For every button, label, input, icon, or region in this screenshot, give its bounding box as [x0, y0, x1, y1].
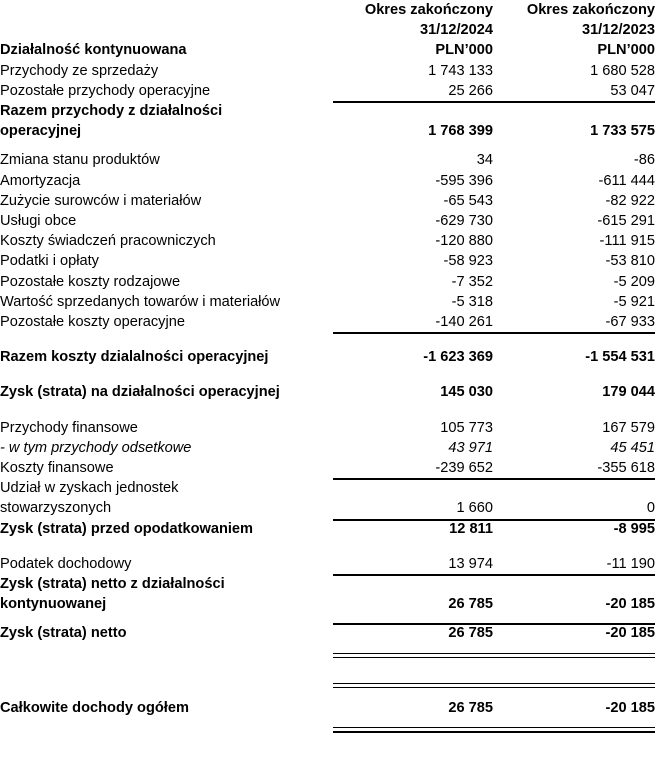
- row-v2-zmiana-stanu-produktow: -86: [633, 152, 655, 169]
- row-v2-razem-przychody-blank: [493, 101, 655, 121]
- row-v1-w-tym-odsetkowe: 43 971: [448, 439, 493, 456]
- spacer: [0, 614, 655, 623]
- spacer: [0, 539, 655, 554]
- row-v2-zuzycie-surowcow: -82 922: [605, 192, 655, 209]
- row-label-przychody-finansowe: Przychody finansowe: [0, 419, 138, 436]
- row-label-calkowite-dochody: Całkowite dochody ogółem: [0, 699, 189, 716]
- header-col2-period: Okres zakończony: [526, 2, 655, 18]
- row-v2-uslugi-obce: -615 291: [597, 213, 655, 230]
- header-col2-unit: PLN’000: [597, 42, 655, 59]
- row-v1-razem-koszty: -1 623 369: [423, 349, 493, 366]
- row-v2-podatki-i-oplaty: -53 810: [605, 253, 655, 270]
- row-v1-amortyzacja: -595 396: [435, 172, 493, 189]
- row-v1-przychody-ze-sprzedazy: 1 743 133: [428, 62, 493, 79]
- row-v2-zysk-netto-kont-blank: [493, 574, 655, 594]
- row-v2-zysk-operacyjny: 179 044: [602, 384, 655, 401]
- table-row-total: [0, 121, 655, 141]
- table-row: [0, 231, 655, 251]
- spacer: [0, 403, 655, 418]
- spacer: [0, 141, 655, 150]
- row-label-koszty-finansowe: Koszty finansowe: [0, 460, 114, 477]
- row-v1-pozostale-koszty-rodzajowe: -7 352: [451, 273, 493, 290]
- row-v2-udzial-blank: [493, 478, 655, 498]
- row-v2-zysk-netto: -20 185: [605, 625, 655, 642]
- section-title: Działalność kontynuowana: [0, 42, 187, 59]
- table-row-total: [0, 101, 655, 121]
- header-row-date: [0, 20, 655, 40]
- row-v1-koszty-swiadczen: -120 880: [435, 233, 493, 250]
- table-row: [0, 554, 655, 574]
- row-v1-zuzycie-surowcow: -65 543: [443, 192, 493, 209]
- table-row-total: [0, 574, 655, 594]
- row-v2-podatek-dochodowy: -11 190: [606, 555, 655, 572]
- row-label-zysk-operacyjny: Zysk (strata) na działalności operacyjnej: [0, 384, 280, 401]
- spacer: [0, 718, 655, 727]
- header-label-spacer: [0, 0, 333, 20]
- spacer: [0, 644, 655, 653]
- table-row: [0, 251, 655, 271]
- table-row: [0, 191, 655, 211]
- row-v2-zysk-netto-kontynuowana: -20 185: [605, 596, 655, 613]
- row-v1-calkowite-dochody: 26 785: [448, 699, 493, 716]
- row-label-uslugi-obce: Usługi obce: [0, 213, 77, 230]
- spacer: [0, 683, 655, 698]
- row-label-pozostale-koszty-rodzajowe: Pozostałe koszty rodzajowe: [0, 273, 181, 290]
- row-v1-udzial-blank: [333, 478, 493, 498]
- row-v2-pozostale-koszty-rodzajowe: -5 209: [613, 273, 655, 290]
- row-v2-zysk-przed-opodatkowaniem: -8 995: [613, 520, 655, 537]
- table-row-total: [0, 594, 655, 614]
- header-row-unit: [0, 40, 655, 60]
- table-row: [0, 312, 655, 332]
- table-row-total: [0, 347, 655, 367]
- row-label-podatek-dochodowy: Podatek dochodowy: [0, 555, 132, 572]
- header-col2-date: 31/12/2023: [581, 22, 655, 39]
- row-label-zysk-przed-opodatkowaniem: Zysk (strata) przed opodatkowaniem: [0, 520, 254, 537]
- row-v2-razem-koszty: -1 554 531: [585, 349, 655, 366]
- row-label-razem-przychody-line2: operacyjnej: [0, 123, 82, 140]
- row-label-wartosc-sprzedanych-towarow: Wartość sprzedanych towarów i materiałów: [0, 293, 281, 310]
- row-v1-udzial-w-zyskach: 1 660: [456, 500, 493, 517]
- row-label-zuzycie-surowcow: Zużycie surowców i materiałów: [0, 192, 202, 209]
- table-row: [0, 458, 655, 478]
- row-v2-pozostale-koszty-operacyjne: -67 933: [605, 314, 655, 331]
- row-label-zysk-netto: Zysk (strata) netto: [0, 625, 127, 642]
- header-label-spacer-2: [0, 20, 333, 40]
- table-row: [0, 81, 655, 101]
- row-label-razem-przychody-line1: Razem przychody z działalności: [0, 103, 223, 120]
- row-v1-razem-przychody: 1 768 399: [428, 123, 493, 140]
- row-label-przychody-ze-sprzedazy: Przychody ze sprzedaży: [0, 62, 159, 79]
- row-v2-udzial-w-zyskach: 0: [646, 500, 655, 517]
- table-row-total: [0, 519, 655, 539]
- row-v1-zysk-operacyjny: 145 030: [440, 384, 493, 401]
- row-v1-razem-przychody-blank: [333, 101, 493, 121]
- row-v2-wartosc-sprzedanych-towarow: -5 921: [613, 293, 655, 310]
- table-row-subitem: [0, 438, 655, 458]
- row-v2-koszty-swiadczen: -111 915: [599, 233, 655, 250]
- table-row: [0, 171, 655, 191]
- row-label-razem-koszty: Razem koszty dzialalności operacyjnej: [0, 349, 269, 366]
- table-row: [0, 418, 655, 438]
- row-v1-zysk-przed-opodatkowaniem: 12 811: [449, 520, 493, 537]
- row-v2-amortyzacja: -611 444: [598, 172, 655, 189]
- header-col1-unit: PLN’000: [435, 42, 493, 59]
- table-row: [0, 272, 655, 292]
- row-v2-calkowite-dochody: -20 185: [605, 699, 655, 716]
- row-v2-koszty-finansowe: -355 618: [597, 460, 655, 477]
- row-v1-pozostale-koszty-operacyjne: -140 261: [435, 314, 493, 331]
- row-label-podatki-i-oplaty: Podatki i opłaty: [0, 253, 99, 270]
- row-v2-przychody-finansowe: 167 579: [602, 419, 655, 436]
- row-v1-uslugi-obce: -629 730: [435, 213, 493, 230]
- row-v1-pozostale-przychody-operacyjne: 25 266: [448, 82, 493, 99]
- spacer: [0, 367, 655, 382]
- table-row: [0, 292, 655, 312]
- row-label-zysk-netto-kontynuowana-line2: kontynuowanej: [0, 596, 107, 613]
- spacer: [0, 332, 655, 347]
- row-label-pozostale-przychody-operacyjne: Pozostałe przychody operacyjne: [0, 82, 211, 99]
- row-label-koszty-swiadczen: Koszty świadczeń pracowniczych: [0, 233, 216, 250]
- header-col1-date: 31/12/2024: [419, 22, 493, 39]
- row-v2-w-tym-odsetkowe: 45 451: [610, 439, 655, 456]
- table-row: [0, 478, 655, 498]
- row-v1-zmiana-stanu-produktow: 34: [476, 152, 493, 169]
- table-row: [0, 150, 655, 170]
- row-v2-przychody-ze-sprzedazy: 1 680 528: [590, 62, 655, 79]
- header-row-period: [0, 0, 655, 20]
- row-v1-zysk-netto-kontynuowana: 26 785: [448, 596, 493, 613]
- row-label-zysk-netto-kontynuowana-line1: Zysk (strata) netto z działalności: [0, 576, 225, 593]
- row-v1-zysk-netto: 26 785: [448, 625, 493, 642]
- row-label-udzial-w-zyskach-line2: stowarzyszonych: [0, 500, 112, 517]
- row-v1-wartosc-sprzedanych-towarow: -5 318: [451, 293, 493, 310]
- header-col1-period: Okres zakończony: [364, 2, 493, 18]
- row-v1-przychody-finansowe: 105 773: [440, 419, 493, 436]
- table-row-total: [0, 698, 655, 718]
- row-label-zmiana-stanu-produktow: Zmiana stanu produktów: [0, 152, 160, 169]
- row-label-amortyzacja: Amortyzacja: [0, 172, 81, 189]
- row-label-w-tym-odsetkowe: - w tym przychody odsetkowe: [0, 439, 192, 456]
- row-v2-pozostale-przychody-operacyjne: 53 047: [610, 82, 655, 99]
- table-row-total: [0, 382, 655, 402]
- table-row-total: [0, 623, 655, 643]
- row-label-pozostale-koszty-operacyjne: Pozostałe koszty operacyjne: [0, 314, 185, 331]
- row-v1-podatek-dochodowy: 13 974: [448, 555, 493, 572]
- spacer: [0, 653, 655, 683]
- row-v2-razem-przychody: 1 733 575: [590, 123, 655, 140]
- table-row: [0, 498, 655, 518]
- table-row: [0, 61, 655, 81]
- row-v1-koszty-finansowe: -239 652: [435, 460, 493, 477]
- row-v1-podatki-i-oplaty: -58 923: [443, 253, 493, 270]
- row-v1-zysk-netto-kont-blank: [333, 574, 493, 594]
- table-row: [0, 211, 655, 231]
- row-label-udzial-w-zyskach-line1: Udział w zyskach jednostek: [0, 480, 179, 497]
